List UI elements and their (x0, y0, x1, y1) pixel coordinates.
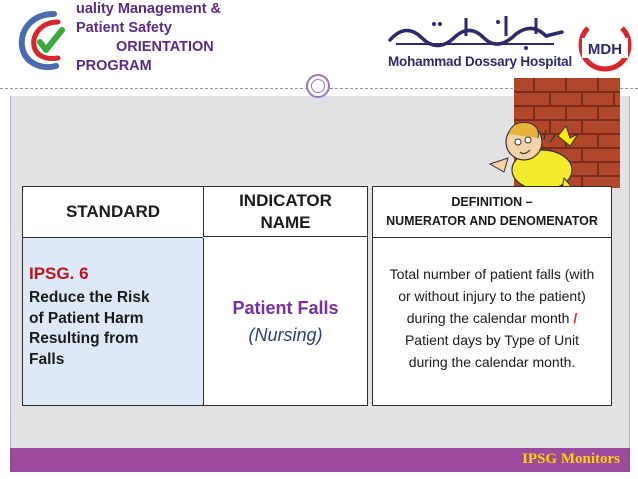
hospital-arabic-logo-icon (386, 14, 566, 52)
indicator-cell (203, 238, 367, 405)
mdh-logo-icon (576, 18, 634, 76)
standard-desc-line-1: Reduce the Risk (29, 289, 150, 306)
definition-text (377, 263, 607, 373)
definition-header (373, 187, 611, 237)
definition-header-line-1: DEFINITION – (451, 195, 533, 209)
standard-code: IPSG. 6 (29, 264, 89, 283)
definition-table (372, 186, 612, 406)
program-line-4: PROGRAM (76, 58, 152, 74)
slide-ring-icon (306, 74, 330, 98)
standard-indicator-table (22, 186, 368, 406)
definition-line-5: during the calendar month. (408, 354, 576, 370)
footer-bar (10, 448, 630, 472)
standard-desc-line-3: Resulting from (29, 330, 139, 347)
quality-logo-icon (14, 8, 80, 74)
footer-label: IPSG Monitors (522, 451, 620, 467)
definition-slash: / (573, 310, 578, 326)
definition-line-4: Patient days by Type of Unit (404, 332, 580, 348)
definition-line-1: Total number of patient falls (with (389, 266, 595, 282)
definition-header-row (373, 187, 611, 238)
standard-description (29, 288, 201, 370)
definition-line-3 (377, 307, 607, 329)
indicator-name: Patient Falls (232, 297, 339, 318)
standard-header: STANDARD (23, 187, 203, 238)
program-line-1: uality Management & (76, 1, 222, 17)
standard-desc-line-2: of Patient Harm (29, 309, 144, 327)
standard-desc-line-4: Falls (29, 350, 65, 368)
definition-line-2: or without injury to the patient) (398, 288, 586, 304)
definition-header-line-2: NUMERATOR AND DENOMENATOR (386, 214, 598, 228)
indicator-header-line-1: INDICATOR (239, 190, 332, 210)
program-line-3: ORIENTATION (116, 39, 214, 55)
definition-line-3-text: during the calendar month (406, 310, 570, 326)
hospital-name: Mohammad Dossary Hospital (388, 54, 573, 69)
indicator-header-line-2: NAME (260, 212, 311, 232)
indicator-header (203, 187, 367, 237)
program-title (76, 0, 221, 76)
indicator-subtitle: (Nursing) (248, 324, 323, 345)
program-line-2: Patient Safety (76, 20, 172, 36)
mdh-badge-text: MDH (587, 41, 623, 58)
standard-cell (23, 238, 203, 405)
